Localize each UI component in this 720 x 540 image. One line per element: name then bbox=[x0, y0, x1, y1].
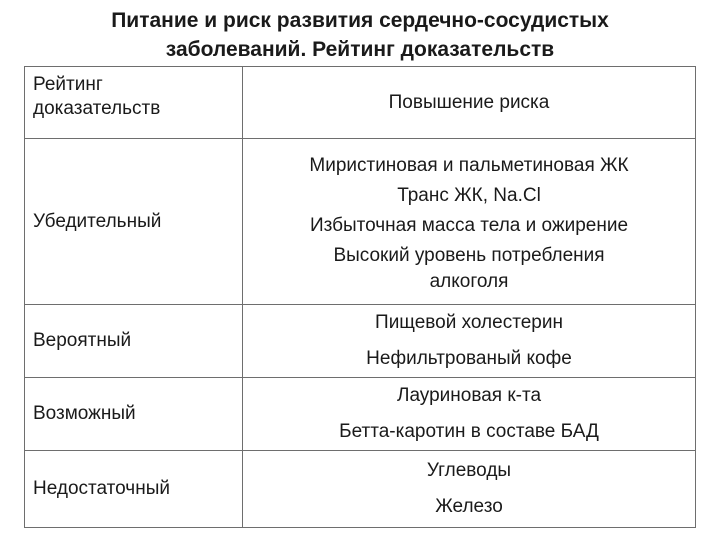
header-evidence-rating-line-2: доказательств bbox=[33, 98, 161, 119]
header-increased-risk: Повышение риска bbox=[243, 67, 696, 139]
header-evidence-rating bbox=[25, 67, 243, 139]
risk-factor: Транс ЖК, Na.Cl bbox=[397, 184, 541, 206]
risk-factor: Избыточная масса тела и ожирение bbox=[309, 214, 629, 236]
slide-title-line-1: Питание и риск развития сердечно-сосудистых bbox=[111, 9, 609, 32]
risk-factors-cell bbox=[243, 451, 696, 528]
slide-title-line-2: заболеваний. Рейтинг доказательств bbox=[165, 38, 555, 61]
table-row bbox=[25, 139, 696, 305]
risk-factor: Пищевой холестерин bbox=[375, 312, 563, 333]
header-evidence-rating-line-1: Рейтинг bbox=[33, 74, 103, 95]
risk-factor: Миристиновая и пальметиновая ЖК bbox=[309, 154, 629, 176]
table-row bbox=[25, 451, 696, 528]
table-row bbox=[25, 378, 696, 451]
rating-cell: Вероятный bbox=[25, 305, 243, 378]
evidence-rating-table bbox=[24, 66, 696, 528]
risk-factor: Железо bbox=[435, 496, 503, 517]
risk-factors-cell bbox=[243, 378, 696, 451]
risk-factor: алкоголя bbox=[429, 270, 509, 292]
rating-cell: Убедительный bbox=[25, 139, 243, 305]
risk-factor: Высокий уровень потребления bbox=[333, 244, 605, 266]
risk-factors-cell bbox=[243, 139, 696, 305]
risk-factor: Углеводы bbox=[426, 460, 512, 481]
risk-factors-cell bbox=[243, 305, 696, 378]
table-row bbox=[25, 305, 696, 378]
risk-factor: Лауриновая к-та bbox=[396, 385, 542, 406]
rating-cell: Недостаточный bbox=[25, 451, 243, 528]
slide-title bbox=[0, 6, 720, 64]
table-header-row bbox=[25, 67, 696, 139]
risk-factor: Бетта-каротин в составе БАД bbox=[339, 421, 599, 442]
risk-factor: Нефильтрованый кофе bbox=[366, 348, 572, 369]
rating-cell: Возможный bbox=[25, 378, 243, 451]
